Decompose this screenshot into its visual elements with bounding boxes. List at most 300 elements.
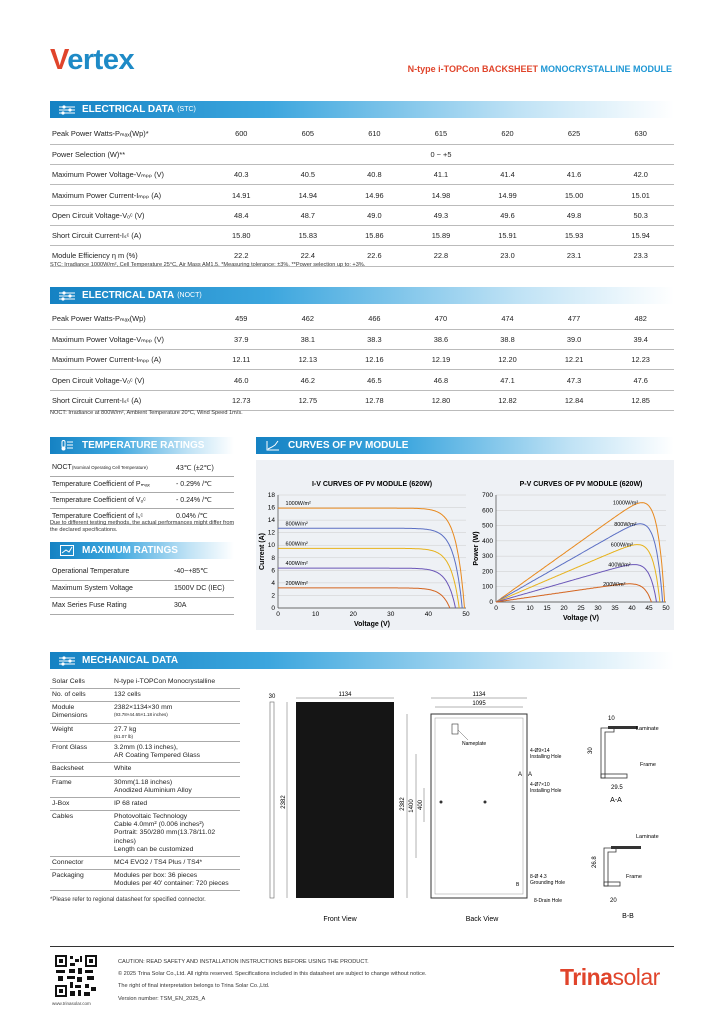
cell-value: 12.20	[474, 350, 541, 370]
series-line	[278, 548, 459, 608]
chart-title: P-V CURVES OF PV MODULE (620W)	[519, 481, 643, 488]
row-label: Front Glass	[50, 742, 112, 763]
front-view-label: Front View	[323, 916, 357, 923]
table-row	[50, 597, 234, 614]
x-tick-label: 10	[311, 611, 320, 618]
cell-value: 46.5	[341, 370, 408, 390]
table-row	[50, 856, 240, 869]
cell-value	[112, 702, 240, 723]
table-row	[50, 811, 240, 857]
front-width-label: 1134	[338, 692, 352, 698]
cell-value: 41.4	[474, 165, 541, 185]
front-view-drawing	[269, 692, 394, 923]
cell-value: - 0.24% /℃	[174, 492, 234, 508]
cell-value: 15.00	[541, 185, 608, 205]
aa-frame: Frame	[640, 762, 656, 768]
footer-caution: CAUTION: READ SAFETY AND INSTALLATION INSTRUCTIONS BEFORE USING THE PRODUCT.	[118, 959, 369, 965]
aa-width2: 29.5	[611, 785, 623, 791]
cell-value: 14.94	[275, 185, 342, 205]
sliders-icon	[56, 105, 78, 115]
cell-value	[112, 742, 240, 763]
cell-value: 15.80	[208, 225, 275, 245]
row-label	[50, 460, 174, 476]
table-row	[50, 329, 674, 349]
cell-value: 46.0	[208, 370, 275, 390]
cell-value: 14.96	[341, 185, 408, 205]
cell-value: 14.98	[408, 185, 475, 205]
value-line: MC4 EVO2 / TS4 Plus / TS4*	[114, 858, 203, 866]
cell-value: 49.6	[474, 205, 541, 225]
table-row	[50, 205, 674, 225]
x-tick-label: 30	[594, 605, 602, 612]
product-subtitle: N-type i-TOPCon BACKSHEET MONOCRYSTALLINE MODULE	[407, 64, 672, 74]
table-row	[50, 370, 674, 390]
series-label: 400W/m²	[285, 561, 308, 568]
y-axis-label: Power (W)	[473, 531, 480, 566]
series-label: 800W/m²	[614, 521, 637, 528]
cell-value: 42.0	[607, 165, 674, 185]
row-label: Short Circuit Current-Iₛᶜ (A)	[50, 390, 208, 410]
footer-copyright: © 2025 Trina Solar Co.,Ltd. All rights reserved. Specifications included in this datasheet are subject to change without notice.	[118, 971, 427, 978]
series-label: 200W/m²	[603, 581, 626, 588]
row-label: Operational Temperature	[50, 563, 172, 580]
label-text: NOCT	[52, 464, 72, 472]
footer-version: Version number: TSM_EN_2025_A	[118, 995, 206, 1002]
cell-value: 22.2	[208, 246, 275, 266]
front-thickness-label: 30	[268, 694, 276, 700]
footer-interpretation: The right of final interpretation belongs to Trina Solar Co.,Ltd.	[118, 983, 270, 990]
stc-section-header: ELECTRICAL DATA (STC)	[50, 101, 674, 118]
front-height-label: 2382	[281, 795, 287, 809]
section-bb-drawing	[592, 834, 659, 920]
x-tick-label: 15	[543, 605, 551, 612]
series-label: 600W/m²	[285, 541, 308, 548]
y-tick-label: 400	[482, 537, 493, 545]
series-line	[496, 562, 657, 602]
value-small: (93.78×44.65×1.18 inches)	[114, 712, 168, 718]
cell-value: 50.3	[607, 205, 674, 225]
x-tick-label: 20	[349, 611, 357, 618]
back-view-label: Back View	[465, 916, 499, 923]
cell-value: 620	[474, 124, 541, 144]
cell-value: 12.19	[408, 350, 475, 370]
series-line	[496, 542, 660, 602]
value-line: Modules per 40' container: 720 pieces	[114, 880, 229, 888]
cell-value: 15.01	[607, 185, 674, 205]
footer-text	[118, 956, 427, 1005]
mech-section-header: MECHANICAL DATA	[50, 652, 674, 669]
cell-value: -40~+85℃	[172, 563, 234, 580]
value-line: 132 cells	[114, 691, 141, 699]
table-row	[50, 185, 674, 205]
row-label	[50, 476, 174, 492]
table-row	[50, 580, 234, 597]
table-row	[50, 124, 674, 144]
cell-value: 12.80	[408, 390, 475, 410]
cell-value: 49.0	[341, 205, 408, 225]
y-tick-label: 4	[271, 579, 275, 587]
aa-laminate: Laminate	[636, 726, 659, 732]
value-line: Anodized Aluminium Alloy	[114, 786, 192, 794]
sliders-icon	[56, 656, 78, 666]
chart-icon	[262, 440, 284, 451]
row-label: J-Box	[50, 797, 112, 810]
cell-value: 37.9	[208, 329, 275, 349]
cell-value: 40.5	[275, 165, 342, 185]
cell-value: 600	[208, 124, 275, 144]
iv-chart	[256, 476, 470, 630]
noct-section-header: ELECTRICAL DATA (NOCT)	[50, 287, 674, 304]
gauge-icon	[56, 545, 78, 556]
row-label: Peak Power Watts-Pₘₐₓ(Wp)*	[50, 124, 208, 144]
y-tick-label: 16	[267, 504, 275, 512]
section-a-right: A	[528, 772, 533, 778]
cell-value: 38.1	[275, 329, 342, 349]
max-ratings-table	[50, 563, 234, 615]
row-label: Packaging	[50, 870, 112, 891]
x-tick-label: 50	[662, 605, 670, 612]
y-tick-label: 0	[489, 599, 493, 606]
chart-title: I-V CURVES OF PV MODULE (620W)	[311, 481, 433, 488]
x-tick-label: 50	[462, 611, 470, 618]
module-drawings	[256, 690, 676, 930]
row-label: Solar Cells	[50, 676, 112, 689]
table-row	[50, 350, 674, 370]
cell-value: 625	[541, 124, 608, 144]
cell-value: 48.7	[275, 205, 342, 225]
table-row	[50, 165, 674, 185]
stc-note: STC: Irradiance 1000W/m², Cell Temperature 25°C, Air Mass AM1.5. *Measuring tolerance: ±3%. **Power selection up to: +3%.	[50, 262, 366, 268]
x-axis-label: Voltage (V)	[353, 621, 391, 628]
section-b-label: B	[516, 882, 520, 888]
y-tick-label: 6	[271, 567, 275, 575]
series-label: 200W/m²	[285, 580, 308, 587]
table-row	[50, 776, 240, 797]
row-label: Connector	[50, 856, 112, 869]
y-tick-label: 14	[267, 517, 275, 525]
cell-value: 482	[607, 309, 674, 329]
cell-value: 23.1	[541, 246, 608, 266]
cell-value: 23.3	[607, 246, 674, 266]
stc-table	[50, 124, 674, 267]
cell-value	[112, 676, 240, 689]
mech-note: *Please refer to regional datasheet for specified connector.	[50, 897, 206, 903]
table-row	[50, 689, 240, 702]
y-tick-label: 18	[267, 492, 275, 499]
table-row	[50, 144, 674, 164]
cell-value: 22.4	[275, 246, 342, 266]
cell-value: 41.1	[408, 165, 475, 185]
cell-value: 462	[275, 309, 342, 329]
cell-value: 12.11	[208, 350, 275, 370]
curves-section-header: CURVES OF PV MODULE	[256, 437, 674, 454]
row-label: Cables	[50, 811, 112, 857]
groundb-label: Grounding Hole	[530, 880, 566, 886]
back-1400-label: 1400	[409, 799, 415, 813]
x-tick-label: 45	[645, 605, 653, 612]
noct-note: NOCT: Irradiance at 800W/m², Ambient Temperature 20°C, Wind Speed 1m/s.	[50, 410, 243, 416]
x-axis-label: Voltage (V)	[562, 615, 600, 622]
cell-value	[112, 689, 240, 702]
row-label: Maximum System Voltage	[50, 580, 172, 597]
hole1b-label: Installing Hole	[530, 754, 562, 760]
aa-width: 10	[608, 716, 615, 722]
temp-note: Due to different testing methods, the actual performances might differ from the declared specifications.	[50, 520, 235, 534]
cell-value	[112, 797, 240, 810]
back-view-drawing	[400, 692, 565, 923]
row-label: Module Efficiency η m (%)	[50, 246, 208, 266]
cell-value: 39.4	[607, 329, 674, 349]
cell-value: 38.3	[341, 329, 408, 349]
x-tick-label: 25	[577, 605, 585, 612]
cell-value: 1500V DC (IEC)	[172, 580, 234, 597]
drain-label: 8-Drain Hole	[534, 898, 563, 904]
cell-value: 22.8	[408, 246, 475, 266]
table-row	[50, 563, 234, 580]
temp-section-header: TEMPERATURE RATINGS	[50, 437, 234, 454]
row-label: Max Series Fuse Rating	[50, 597, 172, 614]
cell-value: 41.6	[541, 165, 608, 185]
cell-value: 23.0	[474, 246, 541, 266]
cell-value: 47.1	[474, 370, 541, 390]
x-tick-label: 30	[387, 611, 395, 618]
aa-height: 30	[588, 747, 594, 754]
x-tick-label: 0	[276, 611, 280, 618]
cell-value	[112, 763, 240, 776]
series-line	[278, 588, 450, 608]
y-tick-label: 0	[271, 605, 275, 612]
row-label: Backsheet	[50, 763, 112, 776]
label-text: Temperature Coefficient of Vₒᶜ	[52, 496, 146, 504]
section-a-left: A	[518, 772, 523, 778]
table-row	[50, 476, 234, 492]
value-line: Modules per box: 36 pieces	[114, 872, 198, 880]
cell-value: 615	[408, 124, 475, 144]
y-tick-label: 12	[267, 529, 275, 537]
value-line: 27.7 kg	[114, 725, 137, 733]
hole2-label: 4-Ø7×10	[530, 782, 550, 788]
value-line: White	[114, 765, 132, 773]
table-row	[50, 723, 240, 742]
noct-table	[50, 309, 674, 411]
x-tick-label: 0	[494, 605, 498, 612]
table-row	[50, 225, 674, 245]
footer-divider	[50, 946, 674, 947]
section-aa-drawing	[588, 716, 659, 804]
cell-value: 12.84	[541, 390, 608, 410]
value-line: AR Coating Tempered Glass	[114, 752, 201, 760]
y-tick-label: 700	[482, 492, 493, 499]
table-row	[50, 763, 240, 776]
aa-title: A-A	[610, 797, 622, 804]
row-label: Maximum Power Voltage-Vₘₚₚ (V)	[50, 329, 208, 349]
cell-value	[112, 776, 240, 797]
table-row	[50, 797, 240, 810]
y-tick-label: 2	[271, 592, 275, 600]
cell-value: 15.86	[341, 225, 408, 245]
cell-value: 12.75	[275, 390, 342, 410]
cell-value	[112, 811, 240, 857]
y-tick-label: 10	[267, 542, 275, 550]
cell-value: 477	[541, 309, 608, 329]
x-tick-label: 40	[424, 611, 433, 618]
cell-value	[112, 856, 240, 869]
row-label: Open Circuit Voltage-Vₒᶜ (V)	[50, 370, 208, 390]
cell-value: 0 ~ +5	[208, 144, 674, 164]
vertex-logo: Vertex	[50, 44, 135, 76]
x-tick-label: 10	[526, 605, 534, 612]
value-line: Length can be customized	[114, 845, 194, 853]
cell-value: 46.2	[275, 370, 342, 390]
cell-value: 15.89	[408, 225, 475, 245]
cell-value: 605	[275, 124, 342, 144]
cell-value: 38.6	[408, 329, 475, 349]
cell-value: 610	[341, 124, 408, 144]
cell-value: 12.82	[474, 390, 541, 410]
cell-value: 46.8	[408, 370, 475, 390]
cell-value: 40.3	[208, 165, 275, 185]
series-label: 1000W/m²	[285, 501, 311, 508]
cell-value: 459	[208, 309, 275, 329]
cell-value	[112, 723, 240, 742]
series-label: 1000W/m²	[612, 500, 639, 507]
cell-value: 14.91	[208, 185, 275, 205]
row-label: Peak Power Watts-Pₘₐₓ(Wp)	[50, 309, 208, 329]
x-tick-label: 35	[611, 605, 619, 612]
hole1-label: 4-Ø9×14	[530, 748, 550, 754]
value-line: 2382×1134×30 mm	[114, 704, 173, 712]
cell-value: 12.73	[208, 390, 275, 410]
cell-value: 14.99	[474, 185, 541, 205]
cell-value: 15.83	[275, 225, 342, 245]
cell-value: - 0.29% /℃	[174, 476, 234, 492]
cell-value: 12.21	[541, 350, 608, 370]
cell-value: 48.4	[208, 205, 275, 225]
label-sub: (Nominal Operating Cell Temperature)	[71, 465, 148, 471]
thermometer-icon	[56, 440, 78, 451]
y-tick-label: 200	[482, 568, 493, 576]
qr-code-icon[interactable]	[54, 954, 98, 998]
hole2b-label: Installing Hole	[530, 788, 562, 794]
value-line: 30mm(1.18 inches)	[114, 778, 173, 786]
y-tick-label: 8	[271, 554, 275, 562]
cell-value: 15.91	[474, 225, 541, 245]
x-tick-label: 20	[560, 605, 568, 612]
cell-value: 0.04% /℃	[174, 508, 234, 524]
series-label: 800W/m²	[285, 521, 308, 528]
row-label: Weight	[50, 723, 112, 742]
cell-value: 12.13	[275, 350, 342, 370]
cell-value	[112, 870, 240, 891]
y-tick-label: 100	[482, 583, 493, 591]
row-label: Module Dimensions	[50, 702, 112, 723]
cell-value: 49.8	[541, 205, 608, 225]
cell-value: 38.8	[474, 329, 541, 349]
trinasolar-logo: Trinasolar	[560, 964, 660, 990]
cell-value: 47.6	[607, 370, 674, 390]
cell-value: 630	[607, 124, 674, 144]
cell-value: 12.78	[341, 390, 408, 410]
temp-table	[50, 460, 234, 525]
series-label: 400W/m²	[608, 562, 631, 569]
row-label: No. of cells	[50, 689, 112, 702]
nameplate-label: Nameplate	[462, 741, 487, 747]
row-label: Open Circuit Voltage-Vₒᶜ (V)	[50, 205, 208, 225]
row-label: Maximum Power Current-Iₘₚₚ (A)	[50, 350, 208, 370]
row-label: Frame	[50, 776, 112, 797]
back-inner-width-label: 1095	[472, 701, 486, 707]
cell-value: 39.0	[541, 329, 608, 349]
table-row	[50, 390, 674, 410]
cell-value: 49.3	[408, 205, 475, 225]
table-row	[50, 742, 240, 763]
cell-value: 474	[474, 309, 541, 329]
value-small: (61.07 lb)	[114, 733, 134, 739]
row-label: Maximum Power Voltage-Vₘₚₚ (V)	[50, 165, 208, 185]
cell-value: 43℃ (±2℃)	[174, 460, 234, 476]
website-link[interactable]: www.trinasolar.com	[52, 1001, 91, 1006]
bb-frame: Frame	[626, 874, 642, 880]
mech-table	[50, 676, 240, 891]
cell-value: 12.23	[607, 350, 674, 370]
back-height-label: 2382	[400, 797, 406, 811]
cell-value: 12.16	[341, 350, 408, 370]
bb-laminate: Laminate	[636, 834, 659, 840]
cell-value: 15.94	[607, 225, 674, 245]
value-line: Photovoltaic Technology	[114, 813, 188, 821]
y-tick-label: 300	[482, 553, 493, 561]
table-row	[50, 870, 240, 891]
back-width-label: 1134	[472, 692, 486, 698]
table-row	[50, 492, 234, 508]
cell-value: 40.8	[341, 165, 408, 185]
y-tick-label: 500	[482, 522, 493, 530]
table-row	[50, 702, 240, 723]
bb-width: 20	[610, 898, 617, 904]
row-label: Power Selection (W)**	[50, 144, 208, 164]
value-line: N-type i-TOPCon Monocrystalline	[114, 678, 216, 685]
cell-value: 47.3	[541, 370, 608, 390]
cell-value: 22.6	[341, 246, 408, 266]
row-label: Short Circuit Current-Iₛᶜ (A)	[50, 225, 208, 245]
y-axis-label: Current (A)	[259, 533, 266, 570]
label-text: Temperature Coefficient of Pₘₐₓ	[52, 481, 150, 488]
value-line: Cable 4.0mm² (0.006 inches²)	[114, 821, 204, 829]
bb-title: B-B	[622, 913, 634, 920]
pv-chart	[470, 476, 674, 630]
cell-value: 466	[341, 309, 408, 329]
series-label: 600W/m²	[610, 542, 634, 549]
table-row	[50, 460, 234, 476]
x-tick-label: 5	[511, 605, 515, 612]
value-line: IP 68 rated	[114, 799, 148, 807]
max-section-header: MAXIMUM RATINGS	[50, 542, 234, 559]
ground-label: 8-Ø 4.3	[530, 874, 547, 880]
row-label: Maximum Power Current-Iₘₚₚ (A)	[50, 185, 208, 205]
value-line: Portrait: 350/280 mm(13.78/11.02 inches)	[114, 829, 216, 845]
value-line: 3.2mm (0.13 inches),	[114, 744, 178, 752]
table-row	[50, 676, 240, 689]
cell-value: 470	[408, 309, 475, 329]
table-row	[50, 309, 674, 329]
row-label	[50, 492, 174, 508]
back-400-label: 400	[418, 799, 424, 811]
y-tick-label: 600	[482, 507, 493, 515]
cell-value: 15.93	[541, 225, 608, 245]
cell-value: 30A	[172, 597, 234, 614]
label-text: Temperature Coefficient of Iₛᶜ	[52, 513, 143, 520]
bb-height: 26.8	[592, 856, 598, 868]
